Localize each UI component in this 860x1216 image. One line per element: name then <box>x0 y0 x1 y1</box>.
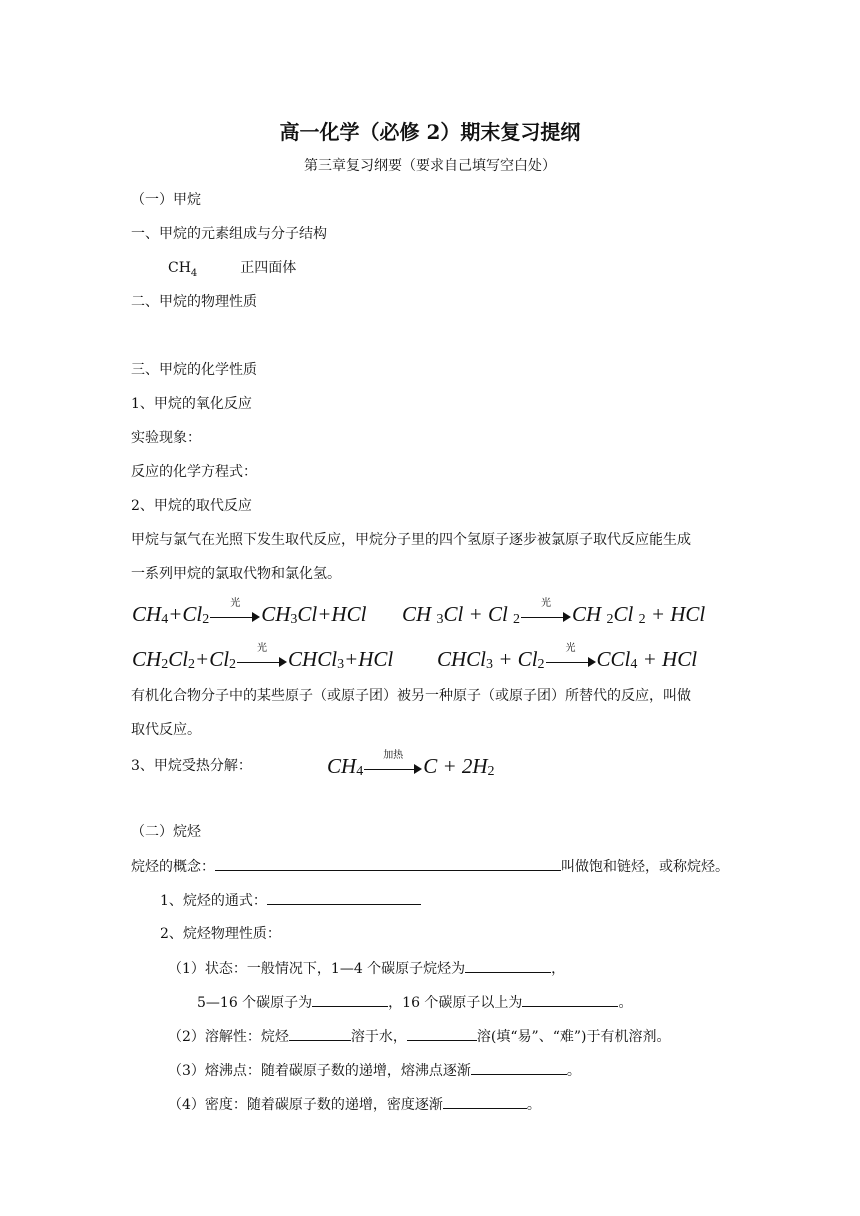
arrow-icon: 光 <box>546 651 596 671</box>
document-subtitle: 第三章复习纲要（要求自己填写空白处） <box>304 158 556 174</box>
blank-solubility-2[interactable] <box>407 1026 477 1041</box>
blank-state-2[interactable] <box>312 992 388 1007</box>
alkane-concept-line: 烷烃的概念： 叫做饱和链烃，或称烷烃。 <box>131 856 729 877</box>
arrow-icon: 加热 <box>364 758 422 778</box>
section-methane-heading: （一）甲烷 <box>131 192 201 208</box>
arrow-icon: 光 <box>521 606 571 626</box>
oxidation-heading: 1、甲烷的氧化反应 <box>131 396 252 412</box>
chemical-properties-heading: 三、甲烷的化学性质 <box>131 362 257 378</box>
arrow-icon: 光 <box>210 606 260 626</box>
physical-properties-heading: 二、甲烷的物理性质 <box>131 294 257 310</box>
decomposition-label: 3、甲烷受热分解： <box>131 758 252 774</box>
blank-boiling[interactable] <box>471 1060 567 1075</box>
boiling-line: （3）熔沸点：随着碳原子数的递增，熔沸点逐渐 。 <box>168 1060 581 1081</box>
document-title: 高一化学（必修 2）期末复习提纲 <box>279 120 581 144</box>
methane-structure-line <box>168 258 296 284</box>
solubility-line: （2）溶解性：烷烃 溶于水， 溶(填“易”、“难”)于有机溶剂。 <box>168 1026 670 1047</box>
substitution-heading: 2、甲烷的取代反应 <box>131 498 252 514</box>
substitution-text-line2: 一系列甲烷的氯取代物和氯化氢。 <box>131 566 341 582</box>
methane-shape: 正四面体 <box>240 260 297 276</box>
substitution-text-line1: 甲烷与氯气在光照下发生取代反应，甲烷分子里的四个氢原子逐步被氯原子取代反应能生成 <box>131 532 691 548</box>
blank-concept[interactable] <box>215 856 561 871</box>
arrow-icon: 光 <box>237 651 287 671</box>
density-line: （4）密度：随着碳原子数的递增，密度逐渐 。 <box>168 1094 541 1115</box>
methane-formula: $CH_4$ <box>168 260 198 279</box>
equation-3: CH2Cl2+Cl2 光 CHCl3+HCl <box>132 643 394 672</box>
equation-2: CH 3Cl + Cl 2 光 CH 2Cl 2 + HCl <box>402 598 706 627</box>
definition-line1: 有机化合物分子中的某些原子（或原子团）被另一种原子（或原子团）所替代的反应，叫做 <box>131 688 691 704</box>
equation-4: CHCl3 + Cl2 光 CCl4 + HCl <box>437 643 698 672</box>
definition-line2: 取代反应。 <box>131 722 201 738</box>
state-line2: 5—16 个碳原子为 ，16 个碳原子以上为 。 <box>197 992 632 1013</box>
section-alkanes-heading: （二）烷烃 <box>131 824 201 840</box>
composition-heading: 一、甲烷的元素组成与分子结构 <box>131 226 327 242</box>
blank-density[interactable] <box>443 1094 527 1109</box>
blank-general-formula[interactable] <box>267 890 421 905</box>
general-formula-line: 1、烷烃的通式： <box>160 890 421 911</box>
blank-state-3[interactable] <box>522 992 618 1007</box>
equation-1: CH4+Cl2 光 CH3Cl+HCl <box>132 598 367 627</box>
blank-solubility-1[interactable] <box>289 1026 351 1041</box>
blank-state-1[interactable] <box>465 958 551 973</box>
phenomenon-label: 实验现象： <box>131 430 201 446</box>
equation-decomposition: CH4 加热 C + 2H2 <box>327 750 495 779</box>
state-line1: （1）状态：一般情况下，1—4 个碳原子烷烃为 ， <box>168 958 565 979</box>
equation-label: 反应的化学方程式： <box>131 464 257 480</box>
physical-heading: 2、烷烃物理性质： <box>160 926 281 942</box>
